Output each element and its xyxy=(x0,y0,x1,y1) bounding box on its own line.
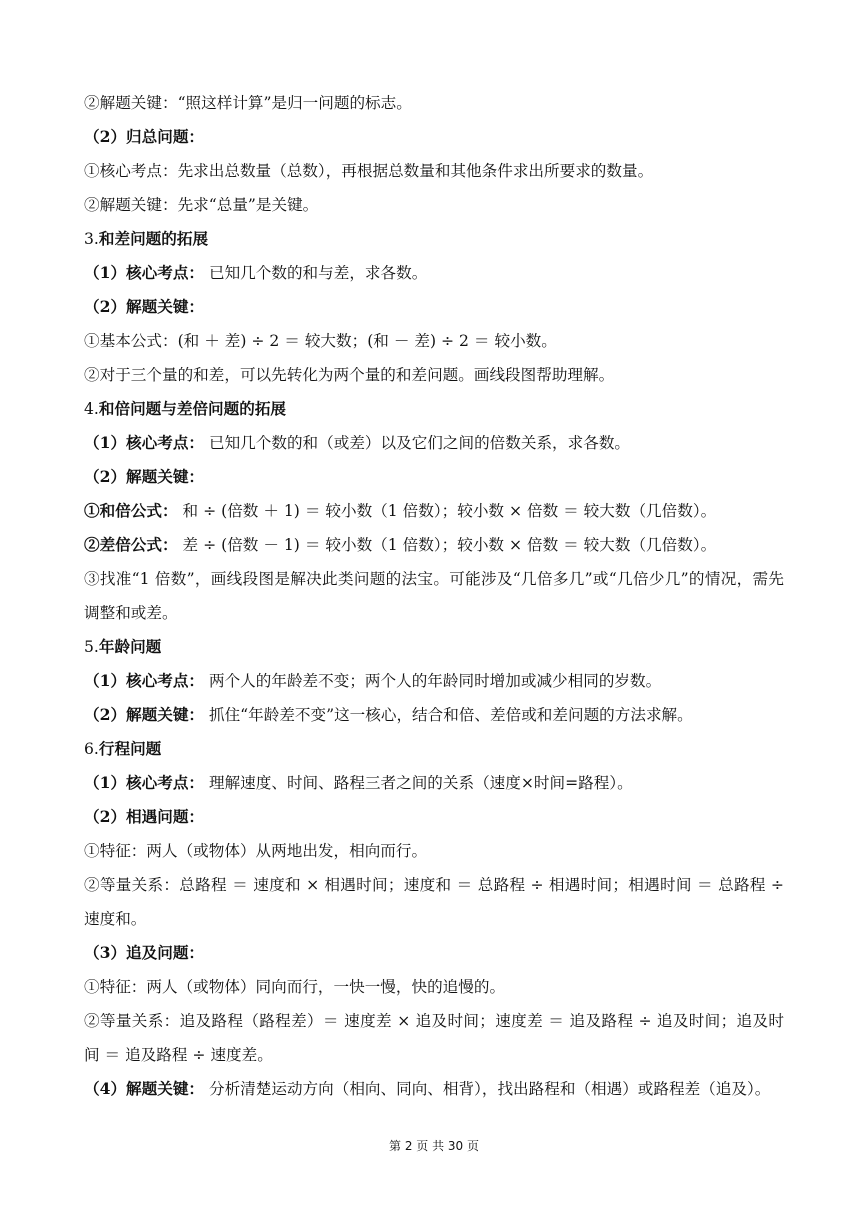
text-run: ②解题关键：先求“总量”是关键。 xyxy=(84,196,319,214)
bold-text: 和倍问题与差倍问题的拓展 xyxy=(98,399,287,418)
bold-text: （1）核心考点： xyxy=(84,671,205,690)
text-run: 已知几个数的和与差，求各数。 xyxy=(204,264,428,282)
text-run: ①基本公式：(和 ＋ 差) ÷ 2 ＝ 较大数；(和 － 差) ÷ 2 ＝ 较小数。 xyxy=(84,332,557,350)
text-line xyxy=(84,562,784,630)
bold-text: 行程问题 xyxy=(98,739,162,758)
text-line xyxy=(84,290,784,324)
text-run: 3. xyxy=(84,230,99,248)
text-run: ②解题关键：“照这样计算”是归一问题的标志。 xyxy=(84,94,412,112)
text-line xyxy=(84,1004,784,1072)
bold-text: （3）追及问题： xyxy=(84,943,205,962)
bold-text: ①和倍公式： xyxy=(84,501,178,520)
text-run: ①特征：两人（或物体）同向而行，一快一慢，快的追慢的。 xyxy=(84,978,506,996)
document-body xyxy=(84,86,784,1106)
text-run: ①核心考点：先求出总数量（总数），再根据总数量和其他条件求出所要求的数量。 xyxy=(84,162,654,180)
bold-text: （2）解题关键： xyxy=(84,705,205,724)
bold-text: （1）核心考点： xyxy=(84,433,205,452)
text-line xyxy=(84,154,784,188)
text-run: ②等量关系：总路程 ＝ 速度和 × 相遇时间；速度和 ＝ 总路程 ÷ 相遇时间；相遇时间 ＝ 总路程 ÷ 速度和。 xyxy=(84,876,784,928)
text-line xyxy=(84,392,784,426)
bold-text: 和差问题的拓展 xyxy=(98,229,209,248)
text-line xyxy=(84,970,784,1004)
text-run: 4. xyxy=(84,400,99,418)
text-run: ②对于三个量的和差，可以先转化为两个量的和差问题。画线段图帮助理解。 xyxy=(84,366,615,384)
text-run: 6. xyxy=(84,740,99,758)
bold-text: （2）解题关键： xyxy=(84,467,205,486)
text-line xyxy=(84,630,784,664)
text-line xyxy=(84,494,784,528)
text-line xyxy=(84,800,784,834)
bold-text: （1）核心考点： xyxy=(84,773,205,792)
bold-text: （4）解题关键： xyxy=(84,1079,205,1098)
page-footer: 第 2 页 共 30 页 xyxy=(389,1139,479,1153)
text-line xyxy=(84,1072,784,1106)
text-line xyxy=(84,936,784,970)
text-line xyxy=(84,256,784,290)
text-line xyxy=(84,868,784,936)
text-line xyxy=(84,460,784,494)
text-run: 和 ÷ (倍数 ＋ 1) ＝ 较小数（1 倍数）；较小数 × 倍数 ＝ 较大数（几倍数）。 xyxy=(177,502,717,520)
text-run: 两个人的年龄差不变；两个人的年龄同时增加或减少相同的岁数。 xyxy=(204,672,662,690)
text-line xyxy=(84,664,784,698)
text-line xyxy=(84,120,784,154)
text-line xyxy=(84,834,784,868)
text-run: ③找准“1 倍数”，画线段图是解决此类问题的法宝。可能涉及“几倍多几”或“几倍少几”的情况，需先调整和或差。 xyxy=(84,570,784,622)
bold-text: （1）核心考点： xyxy=(84,263,205,282)
text-line xyxy=(84,358,784,392)
text-run: 5. xyxy=(84,638,99,656)
text-line xyxy=(84,766,784,800)
text-run: 抓住“年龄差不变”这一核心，结合和倍、差倍或和差问题的方法求解。 xyxy=(204,706,693,724)
bold-text: （2）相遇问题： xyxy=(84,807,205,826)
text-run: ②等量关系：追及路程（路程差）＝ 速度差 × 追及时间；速度差 ＝ 追及路程 ÷ 追及时间；追及时间 ＝ 追及路程 ÷ 速度差。 xyxy=(84,1012,784,1064)
bold-text: （2）归总问题： xyxy=(84,127,205,146)
text-line xyxy=(84,426,784,460)
text-run: ①特征：两人（或物体）从两地出发，相向而行。 xyxy=(84,842,428,860)
text-line xyxy=(84,222,784,256)
text-line xyxy=(84,528,784,562)
text-line xyxy=(84,324,784,358)
text-line xyxy=(84,188,784,222)
bold-text: 年龄问题 xyxy=(98,637,162,656)
text-run: 分析清楚运动方向（相向、同向、相背），找出路程和（相遇）或路程差（追及）。 xyxy=(204,1080,771,1098)
text-line xyxy=(84,698,784,732)
text-line xyxy=(84,86,784,120)
text-run: 差 ÷ (倍数 － 1) ＝ 较小数（1 倍数）；较小数 × 倍数 ＝ 较大数（几倍数）。 xyxy=(177,536,717,554)
text-line xyxy=(84,732,784,766)
text-run: 已知几个数的和（或差）以及它们之间的倍数关系，求各数。 xyxy=(204,434,631,452)
bold-text: ②差倍公式： xyxy=(84,535,178,554)
text-run: 理解速度、时间、路程三者之间的关系（速度×时间=路程）。 xyxy=(204,774,633,792)
bold-text: （2）解题关键： xyxy=(84,297,205,316)
